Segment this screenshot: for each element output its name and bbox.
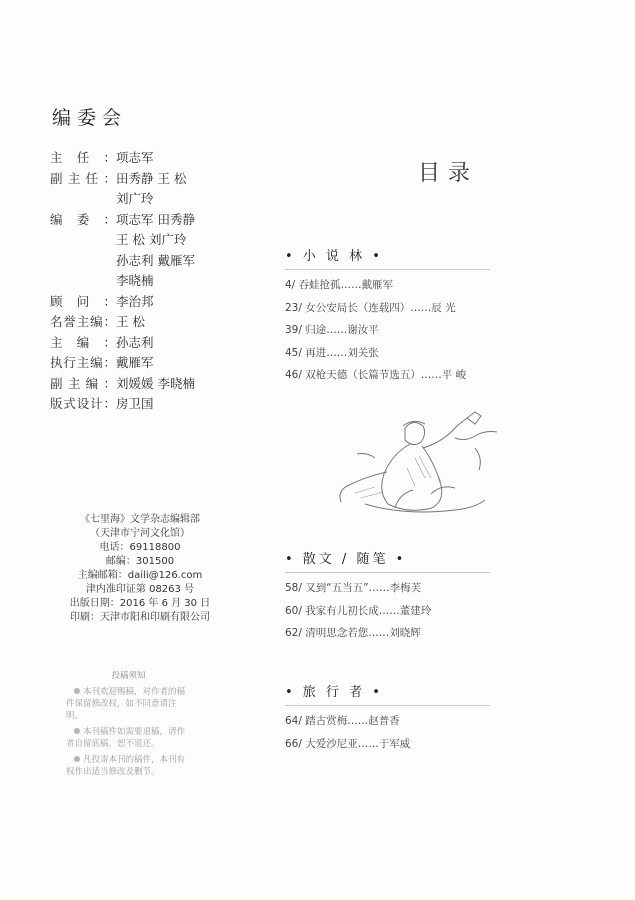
committee-role: 名誉主编： [50, 314, 116, 329]
toc-entry[interactable]: 60/ 我家有儿初长成……董建玲 [285, 604, 432, 617]
committee-names: 王 松 [116, 314, 145, 329]
colophon-line: 印刷：天津市阳和印刷有限公司 [70, 612, 210, 623]
committee-role: 编委： [50, 211, 116, 227]
committee-row [50, 394, 250, 415]
committee-names: 李治邦 [116, 293, 154, 309]
toc-section-fiction [285, 245, 525, 387]
committee-row [50, 271, 250, 292]
committee-names: 刘广玲 [116, 191, 154, 206]
toc-entry[interactable]: 62/ 清明思念若您……刘晓辉 [285, 627, 421, 639]
committee-role: 版式设计： [50, 396, 116, 411]
toc-title: 目录 [418, 161, 479, 186]
committee-role: 主任： [50, 150, 116, 165]
toc-entry[interactable]: 66/ 大爱沙尼亚……于军威 [285, 737, 411, 750]
committee-role: 副主编： [50, 375, 116, 391]
colophon-line: 邮编：301500 [105, 556, 175, 567]
colophon-line: 出版日期：2016 年 6 月 30 日 [69, 598, 211, 609]
section-title: • 散文 / 随笔 • [285, 548, 490, 573]
committee-names: 戴雁军 [116, 355, 154, 370]
committee-names: 孙志利 戴雁军 [116, 252, 195, 268]
bullet-icon [74, 756, 80, 762]
toc-entry[interactable]: 4/ 吞蛙抢孤……戴雁军 [285, 279, 394, 291]
notice-text: 本刊欢迎赐稿，对作者的稿件保留修改权，如不同意请注明。 [66, 687, 186, 721]
committee-row [50, 210, 250, 231]
committee-title: 编委会 [52, 107, 128, 129]
toc-entry[interactable]: 39/ 归途……谢汝平 [285, 324, 379, 336]
colophon-line: 《七里海》文学杂志编辑部 [80, 514, 200, 525]
colophon-line: 主编邮箱：daili@126.com [77, 570, 203, 581]
section-title: • 旅 行 者 • [285, 681, 490, 706]
committee-row [50, 169, 250, 190]
committee-row [50, 230, 250, 251]
committee-names: 刘媛媛 李晓楠 [116, 375, 195, 391]
committee-row [50, 374, 250, 395]
notice-text: 本刊稿件如需要退稿，请作者自留底稿，恕不退还。 [66, 727, 186, 749]
bullet-icon [74, 728, 80, 734]
toc-entry[interactable]: 45/ 再进……刘关张 [285, 346, 379, 359]
colophon-line: （天津市宁河文化馆） [90, 528, 190, 539]
committee-row [50, 148, 250, 169]
notice-text: 凡投寄本刊的稿件，本刊有权作出适当修改及删节。 [66, 755, 186, 777]
committee-role: 执行主编： [50, 355, 116, 370]
toc-section-essay [285, 548, 525, 645]
toc-entry[interactable]: 46/ 双枪天德（长篇节选五）……平 峻 [285, 369, 467, 381]
committee-row [50, 333, 250, 354]
committee-row [50, 251, 250, 272]
notice-item [66, 686, 191, 722]
toc-section-travel [285, 681, 525, 755]
committee-row [50, 312, 250, 333]
colophon-line: 电话：69118800 [99, 542, 181, 553]
committee-names: 孙志利 [116, 334, 154, 350]
committee-role: 顾问： [50, 293, 116, 309]
figure-illustration [335, 408, 505, 523]
notice-item [66, 754, 191, 778]
submission-notice [66, 670, 191, 782]
committee-names: 李晓楠 [116, 273, 154, 288]
committee-names: 王 松 刘广玲 [116, 232, 187, 247]
section-title: • 小 说 林 • [285, 245, 490, 270]
committee-row [50, 292, 250, 313]
toc-entry[interactable]: 64/ 踏古赏梅……赵普香 [285, 715, 400, 727]
notice-title: 投稿须知 [111, 671, 146, 681]
committee-names: 房卫国 [116, 396, 154, 411]
notice-item [66, 726, 191, 750]
committee-names: 项志军 田秀静 [116, 211, 195, 227]
toc-entry[interactable]: 58/ 又到“五当五”……李梅芙 [285, 582, 422, 594]
committee-row [50, 189, 250, 210]
committee-list [50, 148, 250, 415]
colophon-line: 津内准印证第 08263 号 [85, 584, 195, 595]
committee-row [50, 353, 250, 374]
colophon [40, 513, 240, 625]
committee-role: 主编： [50, 334, 116, 350]
committee-role: 副主任： [50, 170, 116, 186]
committee-names: 田秀静 王 松 [116, 170, 187, 186]
toc-entry[interactable]: 23/ 女公安局长（连载四）……辰 光 [285, 301, 456, 314]
committee-names: 项志军 [116, 150, 154, 165]
bullet-icon [74, 688, 80, 694]
